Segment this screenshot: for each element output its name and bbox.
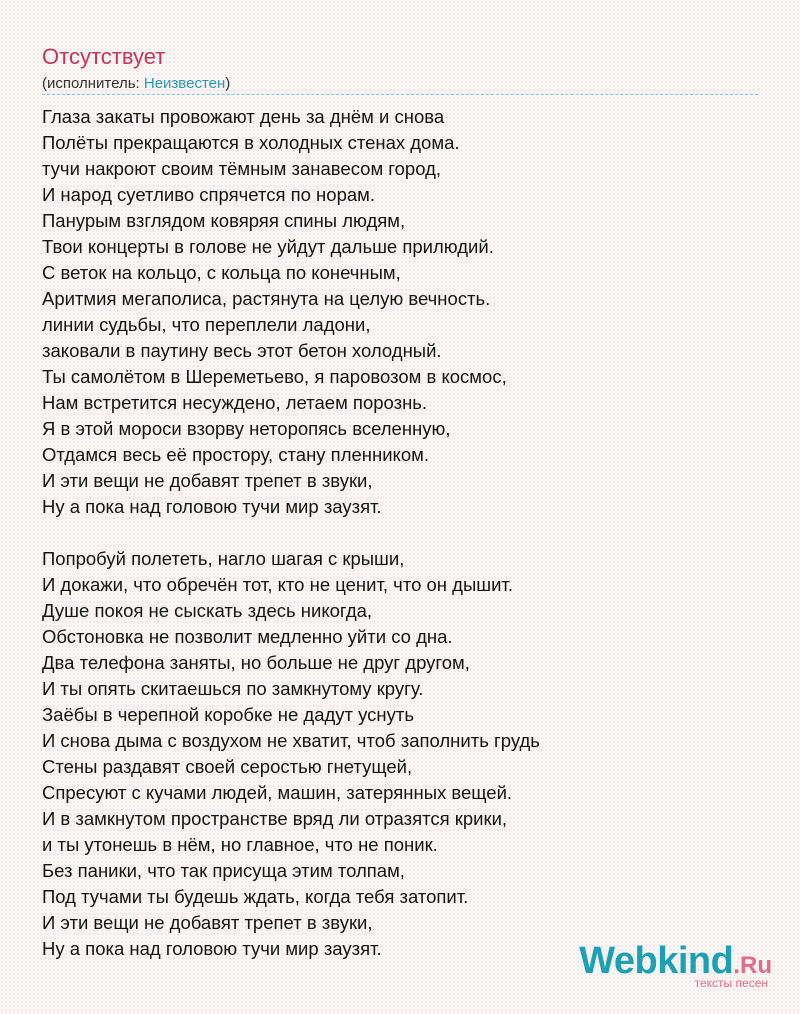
lyric-line: Попробуй полететь, нагло шагая с крыши, xyxy=(42,548,405,569)
lyric-line: Полёты прекращаются в холодных стенах дома. xyxy=(42,132,460,153)
lyric-line: И ты опять скитаешься по замкнутому кругу. xyxy=(42,678,424,699)
lyric-line: И эти вещи не добавят трепет в звуки, xyxy=(42,912,373,933)
lyric-line: Нам встретится несуждено, летаем порознь. xyxy=(42,392,428,413)
logo-tagline: тексты песен xyxy=(694,976,768,990)
lyric-line: Ты самолётом в Шереметьево, я паровозом в космос, xyxy=(42,366,507,387)
song-header xyxy=(42,44,758,93)
artist-line xyxy=(42,75,758,93)
artist-prefix: (исполнитель: xyxy=(42,75,144,92)
lyric-line: Глаза закаты провожают день за днём и снова xyxy=(42,106,445,127)
lyric-line: И снова дыма с воздухом не хватит, чтоб заполнить грудь xyxy=(42,730,540,751)
artist-link[interactable]: Неизвестен xyxy=(143,75,226,92)
artist-suffix: ) xyxy=(225,75,231,92)
lyric-line: Заёбы в черепной коробке не дадут уснуть xyxy=(42,704,415,725)
lyric-line: Стены раздавят своей серостью гнетущей, xyxy=(42,756,413,777)
lyric-line: И докажи, что обречён тот, кто не ценит, что он дышит. xyxy=(42,574,513,595)
logo-main-text: Webkind xyxy=(579,940,734,982)
lyric-line: С веток на кольцо, с кольца по конечным, xyxy=(42,262,401,283)
lyric-line: И эти вещи не добавят трепет в звуки, xyxy=(42,470,373,491)
lyric-line: Аритмия мегаполиса, растянута на целую вечность. xyxy=(42,288,491,309)
lyric-line: Панурым взглядом ковяряя спины людям, xyxy=(42,210,406,231)
lyric-line: Я в этой мороси взорву неторопясь вселенную, xyxy=(42,418,451,439)
lyric-line: Без паники, что так присуща этим толпам, xyxy=(42,860,405,881)
lyric-line: Два телефона заняты, но больше не друг другом, xyxy=(42,652,470,673)
lyric-line: Под тучами ты будешь ждать, когда тебя затопит. xyxy=(42,886,469,907)
lyric-line: И в замкнутом пространстве вряд ли отразятся крики, xyxy=(42,808,508,829)
lyric-line: Ну а пока над головою тучи мир заузят. xyxy=(42,496,382,517)
lyric-line: Душе покоя не сыскать здесь никогда, xyxy=(42,600,373,621)
header-divider xyxy=(42,94,758,95)
logo-domain-suffix: .Ru xyxy=(733,952,772,979)
lyric-line: Ну а пока над головою тучи мир заузят. xyxy=(42,938,382,959)
lyric-line: Твои концерты в голове не уйдут дальше прилюдий. xyxy=(42,236,494,257)
lyrics-stanza xyxy=(42,546,762,962)
lyric-line: тучи накроют своим тёмным занавесом город, xyxy=(42,158,442,179)
lyrics-stanza xyxy=(42,104,762,520)
lyric-line: Спресуют с кучами людей, машин, затерянных вещей. xyxy=(42,782,513,803)
lyric-line: и ты утонешь в нём, но главное, что не поник. xyxy=(42,834,438,855)
lyrics-body xyxy=(42,104,762,988)
site-logo[interactable] xyxy=(579,940,772,990)
lyric-line: И народ суетливо спрячется по норам. xyxy=(42,184,375,205)
song-title: Отсутствует xyxy=(42,44,166,69)
lyric-line: Отдамся весь её простору, стану пленником. xyxy=(42,444,430,465)
lyric-line: Обстоновка не позволит медленно уйти со дна. xyxy=(42,626,453,647)
lyric-line: заковали в паутину весь этот бетон холодный. xyxy=(42,340,442,361)
lyric-line: линии судьбы, что переплели ладони, xyxy=(42,314,371,335)
